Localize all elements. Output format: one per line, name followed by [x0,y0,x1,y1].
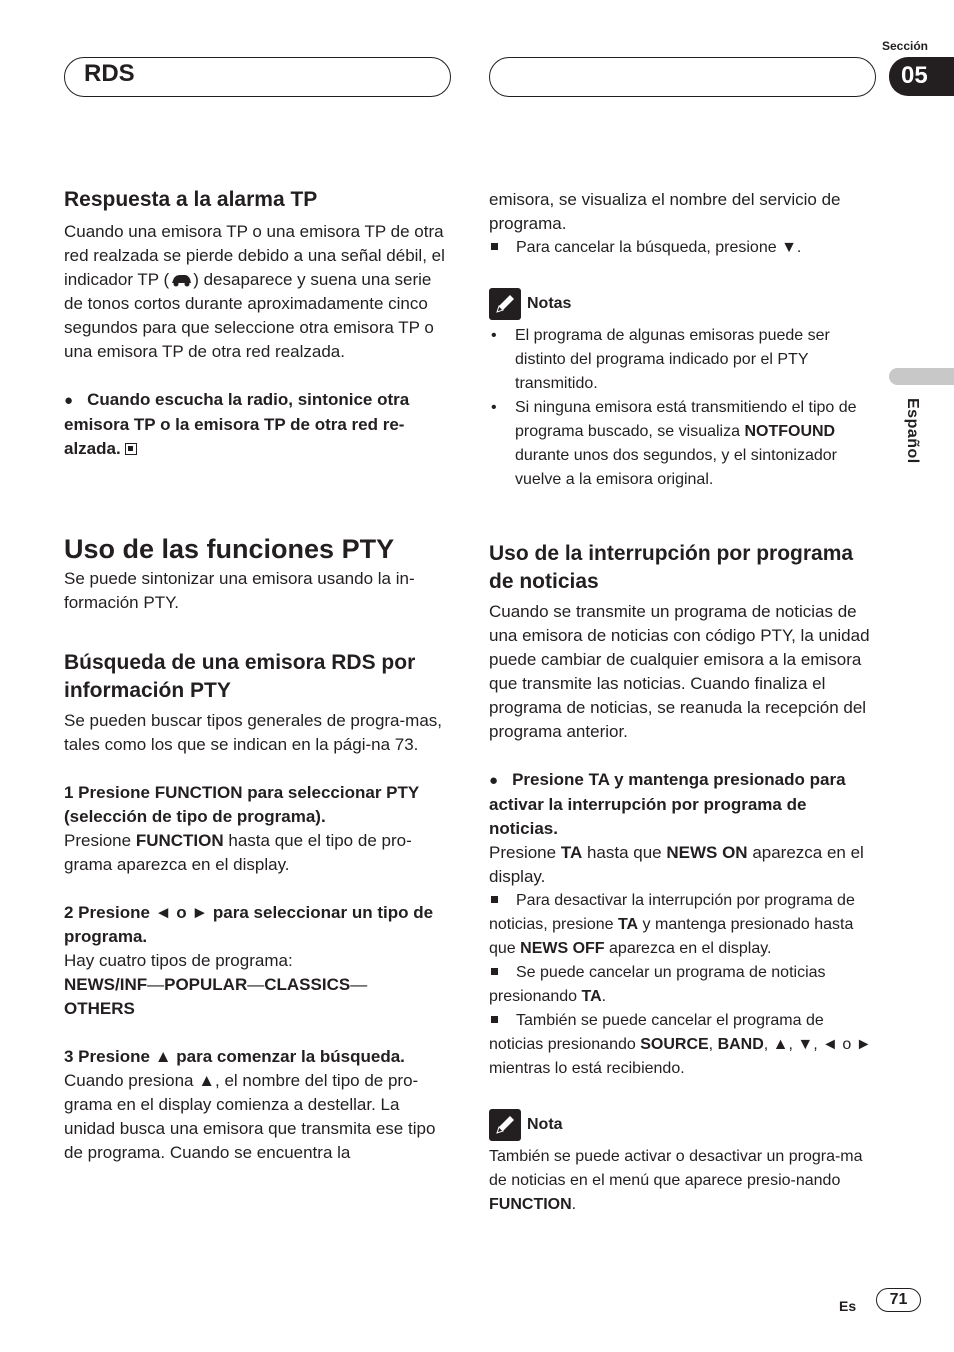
notes-header [489,288,877,320]
program-type-classics: CLASSICS [264,975,351,994]
pencil-note-icon [489,1109,521,1141]
notfound-label: NOTFOUND [744,423,836,440]
cancel-search-note [489,236,877,260]
step-news-interrupt [489,768,877,841]
dash-separator: — [350,975,368,994]
footer-language: Es [839,1298,857,1314]
square-bullet [491,1016,498,1023]
program-type-news: NEWS/INF [64,975,148,994]
header-right-frame [489,57,876,97]
news-off-label: NEWS OFF [520,940,605,957]
step-tune-tp [64,388,452,461]
sub-note-3-c: , [708,1036,718,1053]
notes-title: Notas [527,295,572,312]
sub-note-1 [489,889,877,961]
paragraph-news-interrupt: Cuando se transmite un programa de noticias de una emisora de noticias con código PTY, la unidad puede cambiar de cualquier emisora a la emisora que transmite las noticias. Cuando finaliza el programa de noticias, se reanuda la recepción del programa anterior. [489,602,870,741]
function-key-label: FUNCTION [135,831,224,850]
step-bullet [64,390,87,409]
note-item-2 [489,396,877,492]
program-types-list [64,973,452,1021]
section-label: Sección [881,39,928,53]
step-tune-tp-text: Cuando escucha la radio, sintonice otra emisora TP o la emisora TP de otra red re-alzada. [64,390,410,458]
program-type-popular: POPULAR [164,975,248,994]
band-key-label: BAND [717,1036,764,1053]
dash-separator: — [247,975,265,994]
page-number: 71 [876,1288,921,1312]
nota-header [489,1109,877,1141]
note-2-text-a: Si ninguna emisora está transmitiendo el tipo de programa buscado, se visualiza [515,399,857,440]
language-tab-marker [889,368,954,385]
step-1-text-a: Presione [64,831,136,850]
sub-note-3 [489,1009,877,1081]
right-column [489,188,877,1217]
paragraph-tp-alarm-part2: ) desaparece y suena una serie de tonos cortos durante aproximadamente cinco segundos para que seleccione otra emisora TP o una emisora TP de otra red realzada. [64,270,434,361]
paragraph-tp-alarm-part1: Cuando una emisora TP o una emisora TP de otra red realzada se pierde debido a una señal débil, el indicador TP ( [64,222,445,289]
square-bullet [491,968,498,975]
heading-pty-functions: Uso de las funciones PTY [64,534,395,564]
news-on-text-e: aparezca en el display. [489,843,864,886]
step-news-interrupt-text: Presione TA y mantenga presionado para activar la interrupción por programa de noticias. [489,770,846,838]
paragraph-pty-intro: Se puede sintonizar una emisora usando la in-formación PTY. [64,569,415,612]
step-3-text: Cuando presiona ▲, el nombre del tipo de pro-grama en el display comienza a destellar. La unidad busca una emisora que transmita ese tipo de programa. Cuando se encuentra la [64,1071,436,1162]
nota-text-c: . [571,1196,577,1213]
sub-note-2 [489,961,877,1009]
news-on-text-c: hasta que [582,843,667,862]
sub-note-2-c: . [601,988,607,1005]
step-bullet [489,770,512,789]
step-2-heading: 2 Presione ◄ o ► para seleccionar un tipo de programa. [64,903,434,946]
left-column [64,186,452,1165]
step-1-text-c: hasta que el tipo de pro-grama aparezca en el display. [64,831,412,874]
news-on-instruction [489,841,877,889]
step-3-heading: 3 Presione ▲ para comenzar la búsqueda. [64,1047,405,1066]
paragraph-continued: emisora, se visualiza el nombre del servicio de programa. [489,190,841,233]
program-type-others: OTHERS [64,999,135,1018]
ta-key-label: TA [617,916,639,933]
note-item-1: • El programa de algunas emisoras puede ser distinto del programa indicado por el PTY transmitido. [489,324,877,396]
sub-note-2-a: Se puede cancelar un programa de noticias presionando [489,964,826,1005]
step-1-heading: 1 Presione FUNCTION para seleccionar PTY (selección de tipo de programa). [64,783,419,826]
function-key-label: FUNCTION [489,1196,572,1213]
sub-note-3-a: También se puede cancelar el programa de noticias presionando [489,1012,824,1053]
tp-car-icon [169,272,193,288]
chapter-title: RDS [84,60,135,87]
sub-note-1-c: y mantenga presionado hasta que [489,916,854,957]
ta-key-label: TA [581,988,602,1005]
step-1-text [64,829,452,877]
section-number-badge: 05 [889,57,954,96]
note-2-text-c: durante unos dos segundos, y el sintonizador vuelve a la emisora original. [515,447,837,488]
source-key-label: SOURCE [640,1036,709,1053]
end-mark-icon [125,443,137,455]
heading-tp-alarm: Respuesta a la alarma TP [64,188,318,211]
heading-news-interrupt: Uso de la interrupción por programa de noticias [489,542,854,593]
square-bullet [491,896,498,903]
dash-separator: — [147,975,165,994]
nota-text-a: También se puede activar o desactivar un progra-ma de noticias en el menú que aparece presio-nando [489,1148,863,1189]
sub-note-3-e: , ▲, ▼, ◄ o ► mientras lo está recibiendo. [489,1036,872,1077]
heading-pty-search: Búsqueda de una emisora RDS por información PTY [64,651,416,702]
sub-note-1-e: aparezca en el display. [604,940,772,957]
step-2-text: Hay cuatro tipos de programa: [64,951,293,970]
news-on-text-a: Presione [489,843,561,862]
nota-title: Nota [527,1116,563,1133]
news-on-label: NEWS ON [666,843,748,862]
sub-note-1-a: Para desactivar la interrupción por programa de noticias, presione [489,892,855,933]
language-side-label: Español [904,398,921,464]
cancel-search-text: Para cancelar la búsqueda, presione ▼. [516,239,802,256]
ta-key-label: TA [560,843,583,862]
paragraph-pty-search: Se pueden buscar tipos generales de progra-mas, tales como los que se indican en la pági-na 73. [64,711,443,754]
nota-text [489,1145,877,1217]
pencil-note-icon [489,288,521,320]
paragraph-tp-alarm [64,220,452,364]
square-bullet [491,243,498,250]
